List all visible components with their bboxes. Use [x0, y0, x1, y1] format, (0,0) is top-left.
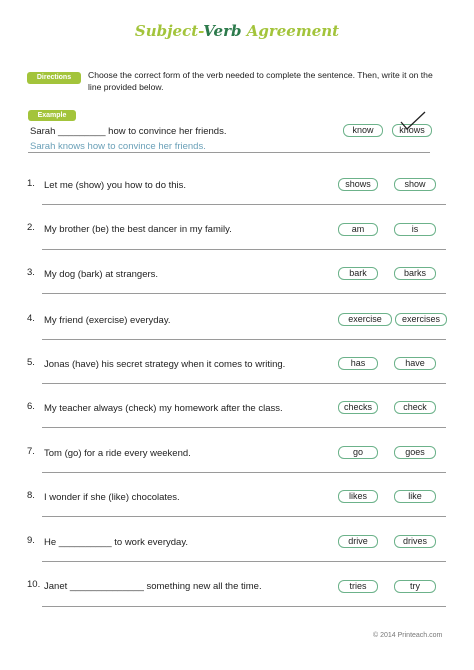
- question-number: 9.: [27, 535, 35, 546]
- answer-line[interactable]: [42, 472, 446, 473]
- question-text: I wonder if she (like) chocolates.: [44, 492, 180, 503]
- option-try[interactable]: try: [394, 580, 436, 593]
- example-option-know: know: [343, 124, 383, 137]
- question-number: 7.: [27, 446, 35, 457]
- option-exercise[interactable]: exercise: [338, 313, 392, 326]
- worksheet-title: [0, 22, 474, 40]
- option-is[interactable]: is: [394, 223, 436, 236]
- question-number: 10.: [27, 579, 41, 590]
- option-have[interactable]: have: [394, 357, 436, 370]
- option-checks[interactable]: checks: [338, 401, 378, 414]
- answer-line[interactable]: [42, 249, 446, 250]
- answer-line[interactable]: [42, 561, 446, 562]
- option-shows[interactable]: shows: [338, 178, 378, 191]
- option-exercises[interactable]: exercises: [395, 313, 447, 326]
- question-text: My friend (exercise) everyday.: [44, 315, 171, 326]
- question-number: 3.: [27, 267, 35, 278]
- question-text: My teacher always (check) my homework after the class.: [44, 403, 283, 414]
- question-text: My brother (be) the best dancer in my family.: [44, 224, 232, 235]
- title-part-agreement: Agreement: [241, 22, 340, 40]
- answer-line[interactable]: [42, 606, 446, 607]
- option-has[interactable]: has: [338, 357, 378, 370]
- option-tries[interactable]: tries: [338, 580, 378, 593]
- question-number: 4.: [27, 313, 35, 324]
- option-goes[interactable]: goes: [394, 446, 436, 459]
- directions-text: Choose the correct form of the verb needed to complete the sentence. Then, write it on the line provided below.: [88, 70, 433, 92]
- option-like[interactable]: like: [394, 490, 436, 503]
- option-drives[interactable]: drives: [394, 535, 436, 548]
- option-show[interactable]: show: [394, 178, 436, 191]
- question-number: 5.: [27, 357, 35, 368]
- option-go[interactable]: go: [338, 446, 378, 459]
- answer-line[interactable]: [42, 516, 446, 517]
- example-option-knows: knows: [392, 124, 432, 137]
- checkmark-icon: [399, 110, 429, 132]
- title-part-subject: Subject-: [134, 22, 204, 40]
- question-text: My dog (bark) at strangers.: [44, 269, 159, 280]
- example-label: Example: [28, 110, 76, 121]
- answer-line[interactable]: [42, 427, 446, 428]
- question-text: Janet ______________ something new all the time.: [44, 581, 262, 592]
- answer-line[interactable]: [42, 293, 446, 294]
- question-number: 8.: [27, 490, 35, 501]
- option-check[interactable]: check: [394, 401, 436, 414]
- example-answer-line: [28, 152, 430, 153]
- question-number: 1.: [27, 178, 35, 189]
- option-am[interactable]: am: [338, 223, 378, 236]
- option-bark[interactable]: bark: [338, 267, 378, 280]
- question-number: 2.: [27, 222, 35, 233]
- option-drive[interactable]: drive: [338, 535, 378, 548]
- question-number: 6.: [27, 401, 35, 412]
- option-likes[interactable]: likes: [338, 490, 378, 503]
- question-text: Tom (go) for a ride every weekend.: [44, 448, 191, 459]
- answer-line[interactable]: [42, 204, 446, 205]
- title-part-verb: Verb: [203, 22, 242, 40]
- directions-label: Directions: [27, 72, 81, 84]
- question-text: He __________ to work everyday.: [44, 537, 188, 548]
- example-answer: Sarah knows how to convince her friends.: [30, 141, 206, 152]
- question-text: Let me (show) you how to do this.: [44, 180, 187, 191]
- question-text: Jonas (have) his secret strategy when it comes to writing.: [44, 359, 286, 370]
- example-sentence: Sarah _________ how to convince her friends.: [30, 126, 227, 137]
- answer-line[interactable]: [42, 339, 446, 340]
- option-barks[interactable]: barks: [394, 267, 436, 280]
- answer-line[interactable]: [42, 383, 446, 384]
- copyright-footer: © 2014 Printeach.com: [373, 632, 443, 639]
